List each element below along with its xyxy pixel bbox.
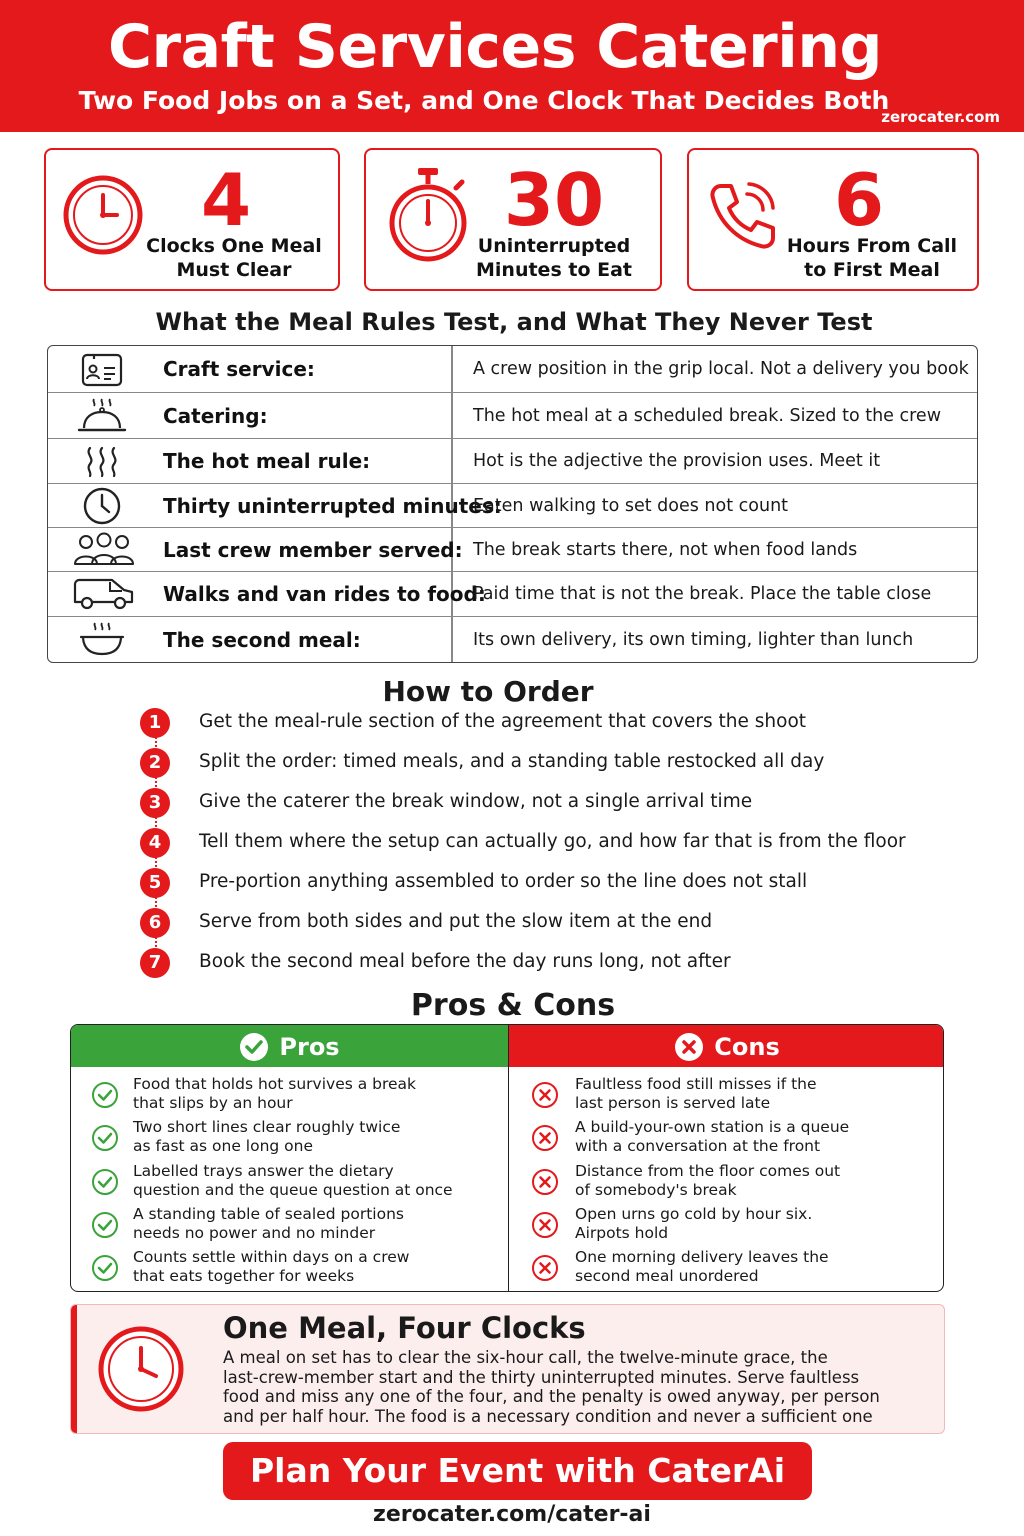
rule-term: Thirty uninterrupted minutes: (163, 494, 502, 518)
pro-line: Counts settle within days on a crew (133, 1248, 410, 1266)
rule-definition: The break starts there, not when food lands (473, 540, 858, 560)
con-item (509, 1205, 944, 1249)
clock-icon (96, 1324, 186, 1414)
pro-line: Labelled trays answer the dietary (133, 1162, 394, 1180)
pro-item (71, 1162, 508, 1206)
rule-definition: Eaten walking to set does not count (473, 496, 789, 516)
stopwatch-icon (383, 166, 473, 266)
check-icon (91, 1081, 119, 1109)
stat-label-line2: to First Meal (804, 259, 940, 281)
stat-label-line1: Hours From Call (786, 235, 958, 257)
pro-line: Food that holds hot survives a break (133, 1075, 417, 1093)
con-line: second meal unordered (575, 1267, 759, 1285)
con-line: with a conversation at the front (575, 1137, 821, 1155)
table-row (48, 571, 977, 617)
clock-icon (78, 486, 126, 526)
rule-definition: Paid time that is not the break. Place the table close (473, 584, 932, 604)
pro-line: that slips by an hour (133, 1094, 293, 1112)
step-text: Get the meal-rule section of the agreement that covers the shoot (199, 711, 807, 732)
step-text: Split the order: timed meals, and a standing table restocked all day (199, 751, 825, 772)
callout-line: and per half hour. The food is a necessary condition and never a sufficient one (223, 1406, 873, 1426)
x-icon (531, 1211, 559, 1239)
step-number: 4 (140, 828, 170, 858)
stat-label-line1: Clocks One Meal (146, 235, 322, 257)
callout-line: food and miss any one of the four, and the penalty is owed anyway, per person (223, 1387, 880, 1406)
stat-card-minutes (364, 148, 662, 291)
cons-label: Cons (714, 1033, 780, 1061)
bowl-icon (76, 620, 128, 660)
rule-term: The hot meal rule: (163, 449, 371, 473)
rule-definition: The hot meal at a scheduled break. Sized to the crew (473, 406, 942, 426)
con-line: Airpots hold (575, 1224, 669, 1242)
rules-table (47, 345, 978, 663)
clock-icon (61, 173, 145, 257)
cons-header (509, 1025, 944, 1067)
step-text: Serve from both sides and put the slow item at the end (199, 911, 713, 932)
cons-column (508, 1025, 944, 1291)
site-link[interactable]: zerocater.com (881, 108, 1000, 126)
check-icon (91, 1124, 119, 1152)
con-item (509, 1075, 944, 1119)
summary-callout (70, 1304, 945, 1434)
pro-item (71, 1075, 508, 1119)
stat-number: 30 (503, 158, 605, 242)
stat-number: 4 (200, 158, 252, 242)
x-icon (531, 1081, 559, 1109)
step-number: 5 (140, 868, 170, 898)
con-line: Distance from the floor comes out (575, 1162, 841, 1180)
callout-accent-bar (71, 1305, 77, 1433)
rule-term: Catering: (163, 404, 268, 428)
con-line: One morning delivery leaves the (575, 1248, 829, 1266)
table-row (48, 392, 977, 439)
step-text: Pre-portion anything assembled to order so the line does not stall (199, 871, 808, 892)
footer-link[interactable]: zerocater.com/cater-ai (373, 1502, 651, 1527)
step-number: 2 (140, 748, 170, 778)
step-number: 6 (140, 908, 170, 938)
table-row (48, 616, 977, 663)
rules-section-title: What the Meal Rules Test, and What They Never Test (155, 308, 873, 336)
step-number: 3 (140, 788, 170, 818)
pro-item (71, 1205, 508, 1249)
stat-label-line1: Uninterrupted (477, 235, 631, 257)
con-item (509, 1118, 944, 1162)
stat-label-line2: Minutes to Eat (476, 259, 632, 281)
check-circle-icon (239, 1032, 269, 1062)
callout-title: One Meal, Four Clocks (223, 1311, 586, 1345)
con-line: A build-your-own station is a queue (575, 1118, 850, 1136)
x-icon (531, 1254, 559, 1282)
pro-item (71, 1118, 508, 1162)
pro-line: needs no power and no minder (133, 1224, 376, 1242)
pro-line: question and the queue question at once (133, 1181, 453, 1199)
x-circle-icon (674, 1032, 704, 1062)
check-icon (91, 1254, 119, 1282)
pro-line: A standing table of sealed portions (133, 1205, 404, 1223)
steam-icon (78, 444, 126, 480)
rule-term: Last crew member served: (163, 538, 463, 562)
table-row (48, 527, 977, 572)
rule-term: The second meal: (163, 628, 361, 652)
page-subtitle: Two Food Jobs on a Set, and One Clock That Decides Both (78, 86, 890, 115)
table-row (48, 483, 977, 528)
header-banner (0, 0, 1024, 132)
x-icon (531, 1168, 559, 1196)
callout-line: last-crew-member start and the thirty uninterrupted minutes. Serve faultless (223, 1367, 860, 1387)
rule-definition: Its own delivery, its own timing, lighter than lunch (473, 630, 914, 650)
callout-line: A meal on set has to clear the six-hour call, the twelve-minute grace, the (223, 1348, 828, 1367)
con-line: last person is served late (575, 1094, 771, 1112)
con-item (509, 1162, 944, 1206)
step-text: Book the second meal before the day runs long, not after (199, 951, 731, 972)
pros-label: Pros (279, 1033, 340, 1061)
check-icon (91, 1211, 119, 1239)
table-row (48, 438, 977, 484)
table-row (48, 346, 977, 393)
step-number: 7 (140, 948, 170, 978)
callout-body (223, 1348, 923, 1426)
stat-number: 6 (833, 158, 885, 242)
pro-line: that eats together for weeks (133, 1267, 355, 1285)
van-icon (72, 576, 136, 612)
x-icon (531, 1124, 559, 1152)
check-icon (91, 1168, 119, 1196)
pro-line: Two short lines clear roughly twice (133, 1118, 401, 1136)
pros-cons-title: Pros & Cons (410, 988, 616, 1023)
con-line: Open urns go cold by hour six. (575, 1205, 813, 1223)
step-number: 1 (140, 708, 170, 738)
pro-item (71, 1248, 508, 1292)
step-text: Give the caterer the break window, not a single arrival time (199, 791, 753, 812)
pros-cons-table (70, 1024, 944, 1292)
rule-definition: A crew position in the grip local. Not a delivery you book (473, 359, 969, 379)
id-badge-icon (78, 350, 126, 390)
page-title: Craft Services Catering (107, 12, 883, 82)
stat-card-clocks (44, 148, 340, 291)
phone-icon (701, 176, 781, 256)
con-line: Faultless food still misses if the (575, 1075, 817, 1093)
con-line: of somebody's break (575, 1181, 737, 1199)
pros-column (71, 1025, 508, 1291)
stat-card-hours (687, 148, 979, 291)
pros-header (71, 1025, 508, 1067)
cloche-icon (76, 395, 128, 437)
step-text: Tell them where the setup can actually go, and how far that is from the floor (199, 831, 906, 852)
rule-term: Craft service: (163, 357, 315, 381)
plan-event-button[interactable]: Plan Your Event with CaterAi (223, 1442, 812, 1500)
order-section-title: How to Order (382, 675, 594, 708)
stat-label-line2: Must Clear (176, 259, 292, 281)
rule-term: Walks and van rides to food: (163, 582, 486, 606)
group-icon (72, 530, 136, 570)
pro-line: as fast as one long one (133, 1137, 314, 1155)
con-item (509, 1248, 944, 1292)
rule-definition: Hot is the adjective the provision uses. Meet it (473, 451, 881, 471)
